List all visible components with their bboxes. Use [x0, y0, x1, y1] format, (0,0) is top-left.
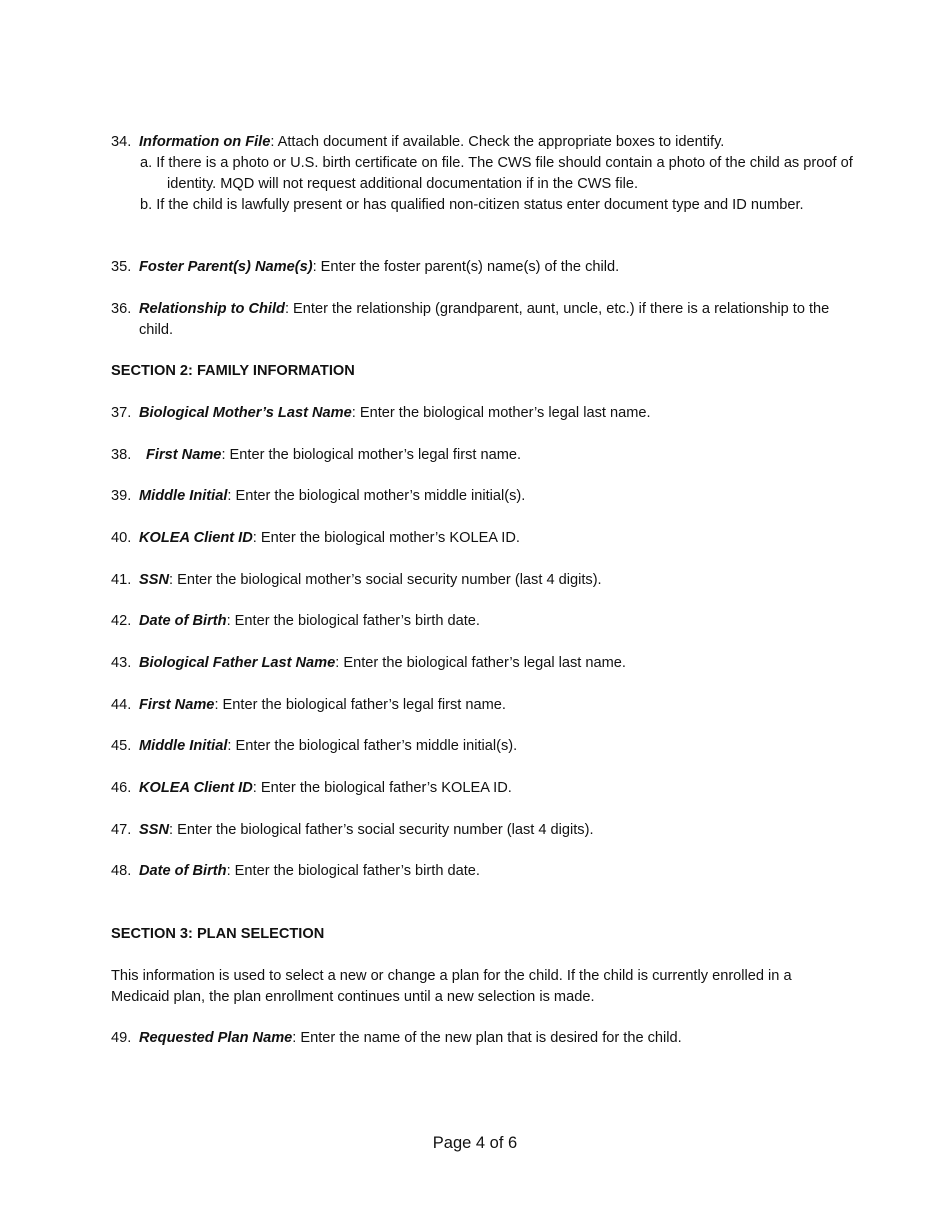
item-number: 48. — [111, 863, 132, 879]
item-number: 46. — [111, 780, 132, 796]
item-number: 41. — [111, 572, 132, 588]
item-number: 44. — [111, 697, 132, 713]
section-3-paragraph: This information is used to select a new or change a plan for the child. If the child is currently enrolled in a Medicaid plan, the plan enrollment continues until a new selection is made. — [111, 968, 792, 1005]
item-text: : Enter the biological father’s legal last name. — [335, 655, 626, 671]
item-term: Requested Plan Name — [139, 1030, 293, 1046]
item-number: 49. — [111, 1030, 132, 1046]
item-41 — [111, 570, 841, 591]
item-number: 36. — [111, 301, 132, 317]
item-40 — [111, 528, 841, 549]
item-term: Information on File — [139, 134, 271, 150]
item-term: Relationship to Child — [139, 301, 285, 317]
item-term: Biological Father Last Name — [139, 655, 336, 671]
item-text: : Enter the relationship (grandparent, aunt, uncle, etc.) if there is a relationship to the child. — [139, 301, 830, 338]
item-text: : Enter the biological mother’s KOLEA ID. — [252, 530, 520, 546]
item-number: 39. — [111, 488, 132, 504]
item-number: 40. — [111, 530, 132, 546]
item-text: : Enter the biological mother’s legal last name. — [351, 405, 651, 421]
item-34 — [111, 132, 841, 153]
item-term: SSN — [139, 572, 170, 588]
section-3-heading: SECTION 3: PLAN SELECTION — [111, 926, 325, 942]
item-text: : Enter the biological father’s birth date. — [226, 613, 480, 629]
item-text: : Enter the name of the new plan that is desired for the child. — [292, 1030, 682, 1046]
item-38 — [111, 445, 841, 466]
item-text: : Enter the foster parent(s) name(s) of the child. — [312, 259, 620, 275]
item-term: SSN — [139, 822, 170, 838]
item-term: Biological Mother’s Last Name — [139, 405, 352, 421]
item-number: 34. — [111, 134, 132, 150]
item-number: 37. — [111, 405, 132, 421]
item-text: : Enter the biological mother’s legal first name. — [221, 447, 522, 463]
item-number: 35. — [111, 259, 132, 275]
item-term: Foster Parent(s) Name(s) — [139, 259, 313, 275]
item-number: 38. — [111, 447, 132, 463]
item-39 — [111, 486, 841, 507]
item-term: KOLEA Client ID — [139, 780, 253, 796]
item-text: : Enter the biological father’s legal first name. — [214, 697, 506, 713]
item-term: Middle Initial — [139, 738, 228, 754]
item-42 — [111, 611, 841, 632]
item-49 — [111, 1028, 841, 1049]
item-number: 42. — [111, 613, 132, 629]
section-2-heading: SECTION 2: FAMILY INFORMATION — [111, 363, 355, 379]
item-term: Date of Birth — [139, 613, 227, 629]
item-term: Date of Birth — [139, 863, 227, 879]
item-text: : Enter the biological mother’s social security number (last 4 digits). — [169, 572, 602, 588]
item-37 — [111, 403, 841, 424]
item-term: KOLEA Client ID — [139, 530, 253, 546]
sub-item-a: a. If there is a photo or U.S. birth certificate on file. The CWS file should contain a photo of the child as proof of identity. MQD will not request additional documentation if in the CWS file. — [140, 155, 853, 192]
item-term: First Name — [139, 697, 215, 713]
sub-item-b: b. If the child is lawfully present or has qualified non-citizen status enter document type and ID number. — [140, 197, 804, 213]
page-number: Page 4 of 6 — [432, 1134, 518, 1152]
item-term: First Name — [146, 447, 222, 463]
item-47 — [111, 820, 841, 841]
item-43 — [111, 653, 841, 674]
item-term: Middle Initial — [139, 488, 228, 504]
item-text: : Enter the biological father’s middle initial(s). — [227, 738, 518, 754]
item-36 — [111, 299, 841, 341]
item-text: : Attach document if available. Check the appropriate boxes to identify. — [270, 134, 725, 150]
item-number: 47. — [111, 822, 132, 838]
item-number: 43. — [111, 655, 132, 671]
item-46 — [111, 778, 841, 799]
item-35 — [111, 257, 841, 278]
item-44 — [111, 695, 841, 716]
item-text: : Enter the biological father’s birth date. — [226, 863, 480, 879]
item-48 — [111, 861, 841, 882]
item-number: 45. — [111, 738, 132, 754]
item-text: : Enter the biological father’s KOLEA ID. — [252, 780, 512, 796]
item-text: : Enter the biological father’s social security number (last 4 digits). — [169, 822, 594, 838]
item-text: : Enter the biological mother’s middle initial(s). — [227, 488, 526, 504]
item-45 — [111, 736, 841, 757]
